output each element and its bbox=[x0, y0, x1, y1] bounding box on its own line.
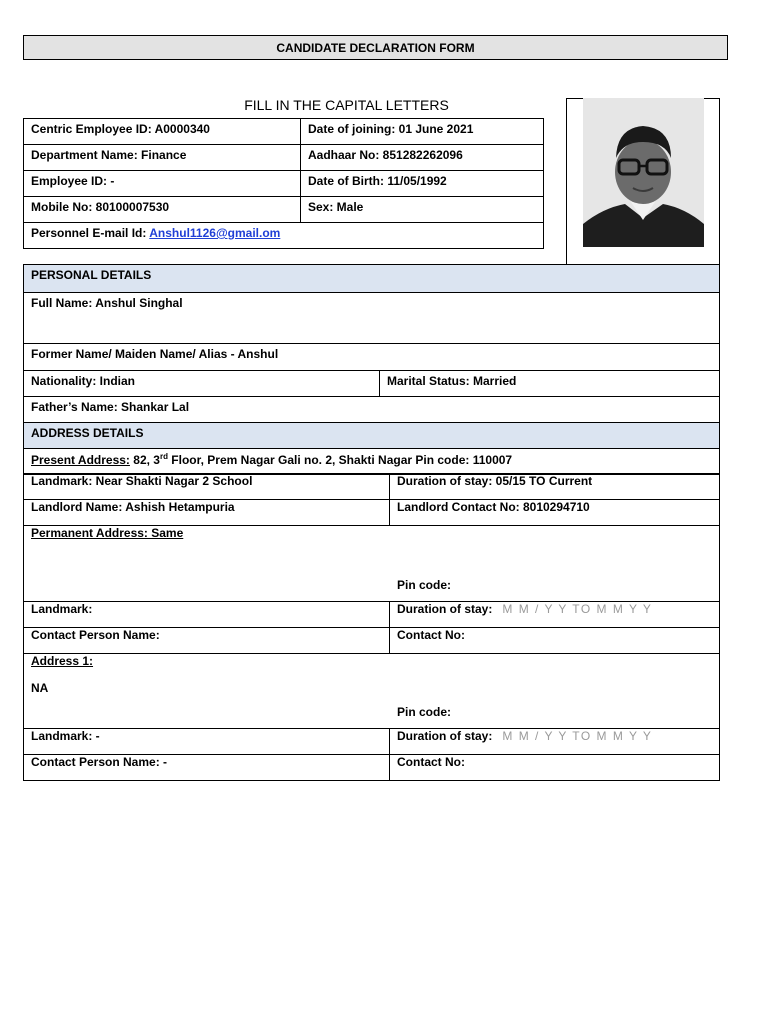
address-1-label: Address 1: bbox=[31, 654, 94, 668]
address-table bbox=[23, 473, 720, 781]
former-name: Former Name/ Maiden Name/ Alias - Anshul bbox=[24, 344, 720, 371]
date-of-birth: Date of Birth: 11/05/1992 bbox=[301, 171, 544, 197]
aadhaar-no: Aadhaar No: 851282262096 bbox=[301, 145, 544, 171]
present-address-value-b: Floor, Prem Nagar Gali no. 2, Shakti Nagar Pin code: 110007 bbox=[167, 453, 513, 467]
permanent-duration-hint: M M / Y Y TO M M Y Y bbox=[502, 602, 653, 616]
present-address-label: Present Address: bbox=[31, 453, 130, 467]
email-link[interactable]: Anshul1126@gmail.om bbox=[149, 226, 281, 240]
permanent-duration-label: Duration of stay: bbox=[397, 602, 493, 616]
nationality: Nationality: Indian bbox=[24, 371, 380, 397]
permanent-contact-person: Contact Person Name: bbox=[24, 628, 390, 654]
department-name: Department Name: Finance bbox=[24, 145, 301, 171]
permanent-pin-code: Pin code: bbox=[397, 578, 452, 592]
mobile-no: Mobile No: 80100007530 bbox=[24, 197, 301, 223]
permanent-duration bbox=[390, 602, 720, 628]
address-details-header: ADDRESS DETAILS bbox=[24, 423, 720, 449]
employee-id: Employee ID: - bbox=[24, 171, 301, 197]
employee-info-table bbox=[23, 118, 544, 249]
date-of-joining: Date of joining: 01 June 2021 bbox=[301, 119, 544, 145]
permanent-landmark: Landmark: bbox=[24, 602, 390, 628]
present-landmark: Landmark: Near Shakti Nagar 2 School bbox=[24, 474, 390, 500]
personal-details-header: PERSONAL DETAILS bbox=[24, 265, 720, 293]
permanent-address bbox=[24, 526, 720, 602]
present-address bbox=[24, 449, 720, 475]
full-name: Full Name: Anshul Singhal bbox=[24, 293, 720, 344]
address-1-contact-person: Contact Person Name: - bbox=[24, 755, 390, 781]
present-address-sup: rd bbox=[159, 452, 168, 461]
email-label: Personnel E-mail Id: bbox=[31, 226, 150, 240]
present-address-value-a: 82, 3 bbox=[129, 453, 160, 467]
address-1 bbox=[24, 654, 720, 729]
sex: Sex: Male bbox=[301, 197, 544, 223]
candidate-photo bbox=[583, 98, 704, 247]
address-1-duration-hint: M M / Y Y TO M M Y Y bbox=[502, 729, 653, 743]
permanent-contact-no: Contact No: bbox=[390, 628, 720, 654]
address-1-duration-label: Duration of stay: bbox=[397, 729, 493, 743]
address-1-value: NA bbox=[31, 681, 49, 695]
marital-status: Marital Status: Married bbox=[380, 371, 720, 397]
address-1-contact-no: Contact No: bbox=[390, 755, 720, 781]
details-table bbox=[23, 264, 720, 475]
present-duration: Duration of stay: 05/15 TO Current bbox=[390, 474, 720, 500]
landlord-name: Landlord Name: Ashish Hetampuria bbox=[24, 500, 390, 526]
father-name: Father’s Name: Shankar Lal bbox=[24, 397, 720, 423]
address-1-pin-code: Pin code: bbox=[397, 705, 452, 719]
email-row bbox=[24, 223, 544, 249]
permanent-address-label: Permanent Address: Same bbox=[31, 526, 184, 540]
address-1-duration bbox=[390, 729, 720, 755]
address-1-landmark: Landmark: - bbox=[24, 729, 390, 755]
form-title: CANDIDATE DECLARATION FORM bbox=[23, 35, 728, 60]
centric-employee-id: Centric Employee ID: A0000340 bbox=[24, 119, 301, 145]
landlord-contact: Landlord Contact No: 8010294710 bbox=[390, 500, 720, 526]
instruction-text: FILL IN THE CAPITAL LETTERS bbox=[244, 97, 449, 113]
